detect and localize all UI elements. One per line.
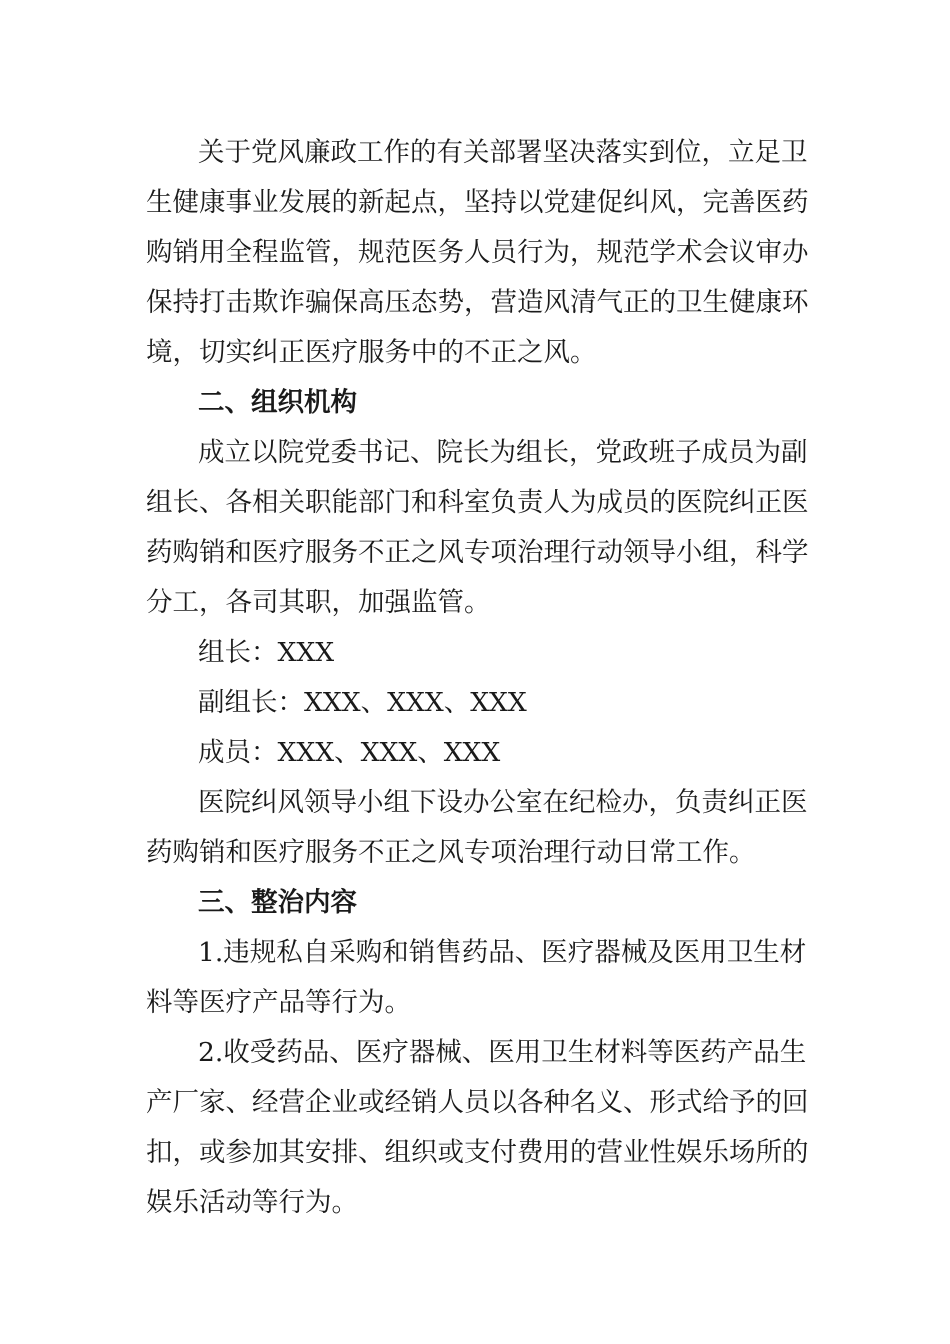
section-heading: 二、组织机构 — [198, 387, 357, 418]
list-item-text: 料等医疗产品等行为。 — [146, 987, 411, 1018]
text-line: 关于党风廉政工作的有关部署坚决落实到位，立足卫 — [198, 137, 808, 168]
text-line: 购销用全程监管，规范医务人员行为，规范学术会议审办 — [146, 237, 809, 268]
list-item-text: 2.收受药品、医疗器械、医用卫生材料等医药产品生 — [198, 1037, 807, 1068]
text-line: 组长、各相关职能部门和科室负责人为成员的医院纠正医 — [146, 487, 809, 518]
text-line: 保持打击欺诈骗保高压态势，营造风清气正的卫生健康环 — [146, 287, 809, 318]
list-item-text: 1.违规私自采购和销售药品、医疗器械及医用卫生材 — [198, 937, 807, 968]
text-line: 生健康事业发展的新起点，坚持以党建促纠风，完善医药 — [146, 187, 809, 218]
deputy-leader-line: 副组长：XXX、XXX、XXX — [198, 687, 527, 718]
list-item-text: 产厂家、经营企业或经销人员以各种名义、形式给予的回 — [146, 1087, 809, 1118]
list-item-text: 扣，或参加其安排、组织或支付费用的营业性娱乐场所的 — [146, 1137, 809, 1168]
text-line: 医院纠风领导小组下设办公室在纪检办，负责纠正医 — [198, 787, 808, 818]
section-heading: 三、整治内容 — [198, 887, 357, 918]
text-line: 分工，各司其职，加强监管。 — [146, 587, 491, 618]
list-item-text: 娱乐活动等行为。 — [146, 1187, 358, 1218]
text-line: 药购销和医疗服务不正之风专项治理行动领导小组，科学 — [146, 537, 809, 568]
text-line: 成立以院党委书记、院长为组长，党政班子成员为副 — [198, 437, 808, 468]
leader-line: 组长：XXX — [198, 637, 335, 668]
text-line: 境，切实纠正医疗服务中的不正之风。 — [146, 337, 597, 368]
text-line: 药购销和医疗服务不正之风专项治理行动日常工作。 — [146, 837, 756, 868]
members-line: 成员：XXX、XXX、XXX — [198, 737, 501, 768]
